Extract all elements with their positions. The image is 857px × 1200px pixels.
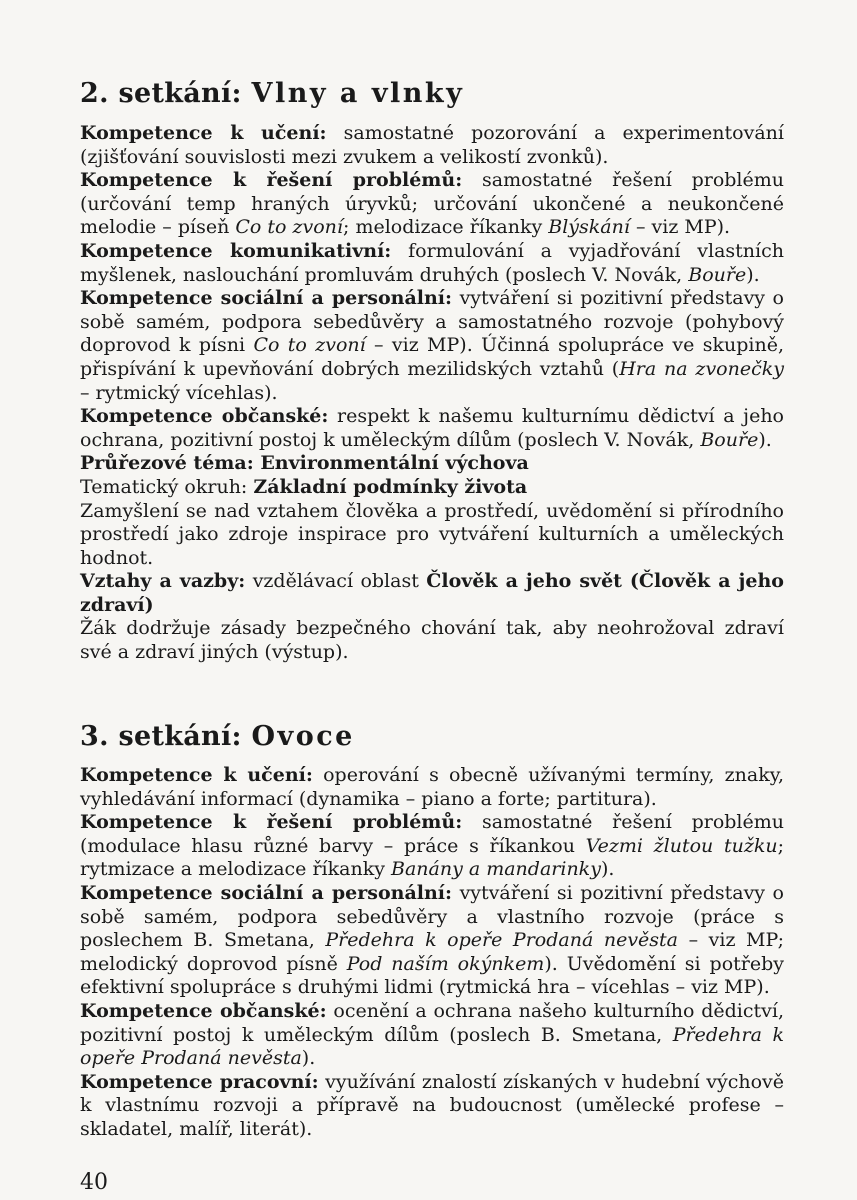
bold-text: Kompetence k učení: [80,764,313,786]
text-run: vytváření si pozitivní představy o sobě samém, podpora sebedůvěry a vlastního rozvoje (práce s poslechem B. Smetana, [80,881,784,952]
section-2-title: Vlny a vlnky [251,78,465,109]
bold-text: Kompetence občanské: [80,405,329,428]
paragraph [80,122,784,169]
text-run: Tematický okruh: [80,475,254,498]
text-run: samostatné řešení problému (určování temp hraných úryvků; určování ukončené a neukončené melodie – píseň [80,169,784,239]
italic-text: Hra na zvonečky [619,357,784,380]
bold-text: Kompetence občanské: [80,999,327,1022]
paragraph [80,500,784,571]
section-3-title: Ovoce [251,721,355,752]
italic-text: Vezmi žlutou tužku [585,834,778,857]
paragraph [80,240,784,287]
text-run: ). Uvědomění si potřeby efektivní spolupráce s druhými lidmi (rytmická hra – vícehlas – viz MP). [80,952,784,999]
italic-text: Předehra k opeře Prodaná nevěsta [325,929,679,952]
bold-text: Kompetence komunikativní: [80,239,392,262]
section-2-heading [80,80,784,107]
text-run: operování s obecně užívanými termíny, znaky, vyhledávání informací (dynamika – piano a forte; partitura). [80,764,785,810]
paragraph [80,570,784,617]
text-run: samostatné řešení problému (modulace hlasu různé barvy – práce s říkankou [80,811,784,857]
paragraph [80,452,784,476]
paragraph [80,1000,784,1071]
paragraph [80,405,784,452]
text-run: ). [301,1047,316,1070]
text-run: ; melodizace říkanky [343,216,549,239]
text-run: ). [600,858,615,881]
section-2 [80,80,784,665]
text-run: využívání znalostí získaných v hudební výchově k vlastnímu rozvoji a přípravě na budoucnost (umělecké profese – skladatel, malíř, literát). [80,1070,784,1140]
text-run: ocenění a ochrana našeho kulturního dědictví, pozitivní postoj k uměleckým dílům (poslech B. Smetana, [80,999,784,1046]
italic-text: Bouře [700,428,759,451]
text-run: samostatné pozorování a experimentování (zjišťování souvislosti mezi zvukem a velikostí zvonků). [80,122,784,168]
paragraph [80,811,784,882]
italic-text: Co to zvoní [235,216,343,239]
bold-text: Kompetence sociální a personální: [80,287,453,310]
italic-text: Pod naším okýnkem [346,952,545,975]
page-number: 40 [80,1170,108,1195]
bold-text: Kompetence k učení: [80,122,327,144]
section-3 [80,723,784,1142]
paragraph [80,1071,784,1142]
bold-text: Kompetence sociální a personální: [80,881,453,904]
text-run: vzdělávací oblast [245,570,427,593]
section-3-heading [80,723,784,750]
paragraph [80,169,784,240]
text-run: ; rytmizace a melodizace říkanky [80,834,784,881]
paragraph [80,617,784,664]
italic-text: Banány a mandarinky [390,858,601,881]
text-run: respekt k našemu kulturnímu dědictví a jeho ochrana, pozitivní postoj k uměleckým dílům (poslech V. Novák, [80,405,784,451]
bold-text: Kompetence k řešení problémů: [80,811,463,834]
italic-text: Bouře [688,263,747,286]
text-run: – viz MP). [629,216,731,239]
text-run: ). [758,428,772,451]
bold-text: Základní podmínky života [253,475,528,498]
bold-text: Vztahy a vazby: [80,570,246,593]
paragraph [80,764,784,811]
paragraph [80,476,784,500]
bold-text: Průřezové téma: Environmentální výchova [80,452,529,475]
bold-text: Kompetence pracovní: [80,1070,319,1093]
text-run: – rytmický vícehlas). [80,381,278,404]
italic-text: Blýskání [548,216,630,239]
italic-text: Co to zvoní [253,334,366,357]
bold-text: Člověk a jeho svět (Člověk a jeho zdraví) [80,570,784,616]
section-3-body [80,764,784,1142]
paragraph [80,287,784,405]
bold-text: Kompetence k řešení problémů: [80,169,463,192]
text-run: Zamyšlení se nad vztahem člověka a prostředí, uvědomění si přírodního prostředí jako zdroje inspirace pro vytváření kulturních a uměleckých hodnot. [80,499,784,569]
text-run: – viz MP; melodický doprovod písně [80,929,784,975]
text-run: formulování a vyjadřování vlastních myšlenek, naslouchání promluvám druhých (poslech V. Novák, [80,239,784,286]
section-3-prefix: 3. setkání: [80,721,242,752]
text-run: ). [746,263,760,286]
text-run: Žák dodržuje zásady bezpečného chování tak, aby neohrožoval zdraví své a zdraví jiných (výstup). [80,617,784,664]
text-run: vytváření si pozitivní představy o sobě samém, podpora sebedůvěry a samostatného rozvoje (pohybový doprovod k písni [80,287,784,357]
section-2-prefix: 2. setkání: [80,78,242,109]
paragraph [80,882,784,1000]
italic-text: Předehra k opeře Prodaná nevěsta [80,1023,784,1070]
section-2-body [80,122,784,665]
text-run: – viz MP). Účinná spolupráce ve skupině, přispívání k upevňování dobrých mezilidských vztahů ( [80,334,784,380]
